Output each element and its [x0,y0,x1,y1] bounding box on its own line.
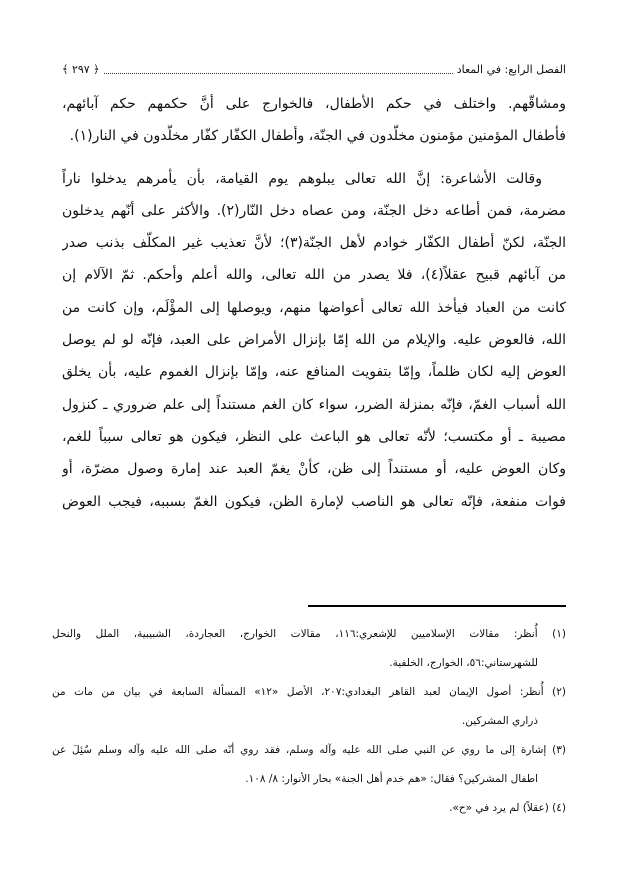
running-header [62,60,566,78]
text-line: ومشاقّهم. واختلف في حكم الأطفال، فالخوارج على أنَّ حكمهم حكم آبائهم، [62,96,566,112]
page-number: ﴿ ٢٩٧ ﴾ [62,62,100,76]
text-line: العوض إليه لكان ظلماً، وإمّا بتفويت المنافع عنه، وإمّا بإنزال الغموم عليه، بأن يخلق [62,364,566,381]
text-line: الله، فالعوض عليه. والإيلام من الله إمّا بإنزال الأمراض على العبد، فإنّه لو لم يوصل [62,332,566,349]
text-line: فأطفال المؤمنين مؤمنون مخلّدون في الجنّة، وأطفال الكفّار كفّار مخلّدون في النار(١). [69,128,566,145]
footnote-separator [308,605,566,607]
footnote-3: (٣) إشارة إلى ما روي عن النبي صلى الله عليه وآله وسلم، فقد روي أنّه صلى الله عليه وآله وسلم سُئِلَ عن [52,744,566,756]
leader-dots [104,65,453,74]
text-line: الجنّة، لكنّ أطفال الكفّار خوادم لأهل الجنّة(٣)؛ لأنَّ تعذيب غير المكلّف بذنب صدر [62,235,566,252]
footnote-2-cont: ذراري المشركين. [461,715,538,727]
text-line: مضرمة، فمن أطاعه دخل الجنّة، ومن عصاه دخل النّار(٢). والأكثر على أنّهم يدخلون [62,202,566,219]
text-line: وقالت الأشاعرة: إنَّ الله تعالى يبلوهم يوم القيامة، بأن يأمرهم يدخلوا ناراً [62,170,542,187]
text-line: فوات منفعة، فإنّه تعالى هو الناصب لإمارة الظن، فيكون الغمّ بسببه، فيجب العوض [62,493,566,510]
text-line: مصيبة ـ أو مكتسب؛ لأنّه تعالى هو الباعث على النظر، فيكون هو تعالى سبباً للغم، [62,428,566,445]
footnote-1-cont: للشهرستاني:٥٦، الخوارج، الخلفية. [389,657,538,669]
chapter-title: الفصل الرابع: في المعاد [456,62,566,76]
main-text [62,88,566,518]
footnotes [52,620,566,823]
footnote-3-cont: اطفال المشركين؟ فقال: «هم خدم أهل الجنة» بحار الأنوار: ٨/ ١٠٨. [245,773,538,785]
text-line: وكان العوض عليه، أو مستنداً إلى ظن، كأنْ يغمّ العبد عند إمارة وصول مضرّة، أو [62,461,566,478]
footnote-2: (٢) أُنظر: أصول الإيمان لعبد القاهر البغدادي:٢٠٧، الأصل «١٢» المسألة السابعة في بيان من مات من [52,686,566,698]
text-line: كانت من العباد فيأخذ الله تعالى أعواضها منهم، ويوصلها إلى المؤْلَم، وإن كانت من [62,299,566,316]
footnote-1: (١) أُنظر: مقالات الإسلاميين للإشعري:١١٦، مقالات الخوارج، العجاردة، الشبيبية، الملل والنحل [52,628,566,640]
text-line: الله أسباب الغمّ، فإنّه بمنزلة الضرر، سواء كان الغم مستنداً إلى علم ضروري ـ كنزول [62,396,566,413]
text-line: من آبائهم قبيح عقلاً(٤)، فلا يصدر من الله تعالى، والله أعلم وأحكم. ثمّ الآلام إن [62,267,566,284]
footnote-4: (٤) (عقلاً) لم يرد في «ح». [449,802,566,814]
